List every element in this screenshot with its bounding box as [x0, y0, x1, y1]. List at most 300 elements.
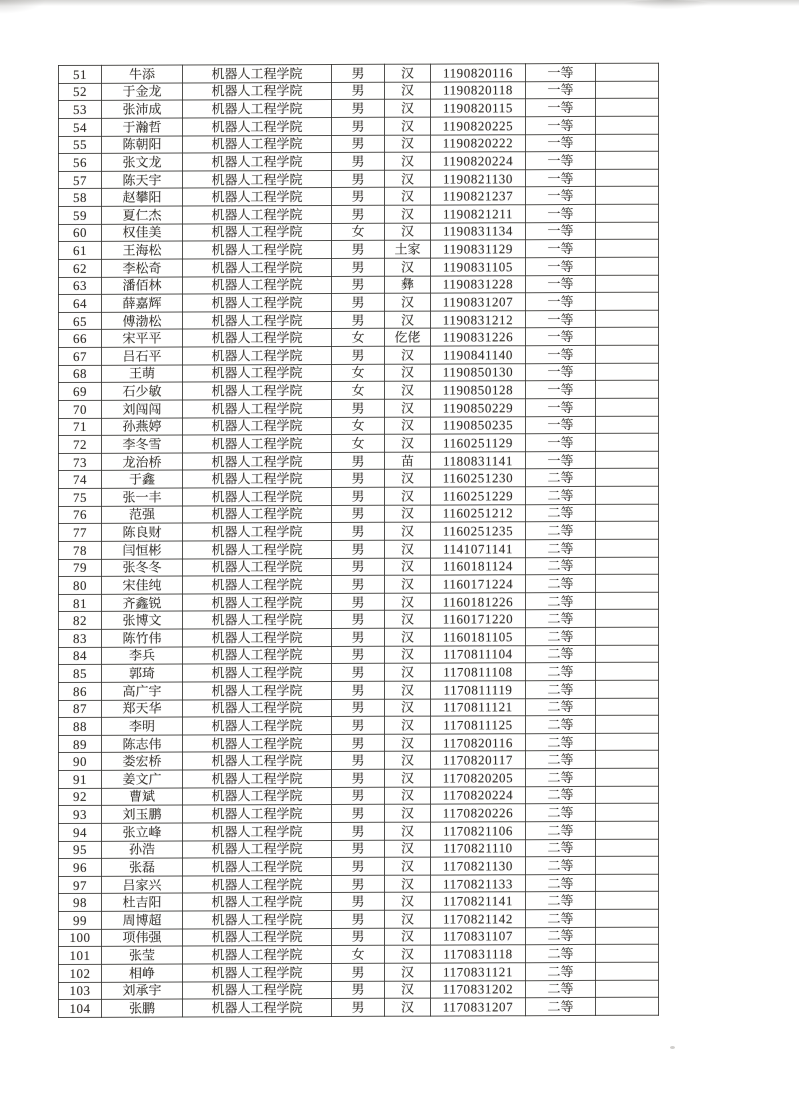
- cell-college: 机器人工程学院: [183, 611, 332, 629]
- cell-college: 机器人工程学院: [183, 875, 332, 893]
- cell-row-number: 91: [59, 770, 102, 788]
- cell-college: 机器人工程学院: [183, 858, 332, 876]
- cell-award-level: 二等: [526, 469, 596, 487]
- cell-name: 张鹏: [102, 999, 183, 1017]
- cell-college: 机器人工程学院: [183, 787, 332, 805]
- cell-gender: 男: [332, 135, 385, 153]
- cell-name: 张莹: [102, 946, 183, 964]
- cell-gender: 女: [332, 329, 385, 347]
- cell-name: 龙治桥: [102, 453, 183, 471]
- cell-student-id: 1170831207: [431, 998, 526, 1016]
- cell-blank: [596, 909, 659, 927]
- table-row: [59, 363, 659, 383]
- scan-corner-shade: [0, 0, 46, 14]
- cell-row-number: 55: [59, 136, 102, 154]
- cell-name: 赵攀阳: [102, 188, 183, 206]
- cell-blank: [596, 715, 659, 733]
- cell-name: 相峥: [102, 964, 183, 982]
- cell-student-id: 1190820222: [431, 134, 526, 152]
- cell-college: 机器人工程学院: [183, 205, 332, 223]
- cell-row-number: 77: [59, 524, 102, 542]
- cell-name: 闫恒彬: [102, 541, 183, 559]
- cell-gender: 男: [332, 152, 385, 170]
- cell-student-id: 1170821130: [431, 857, 526, 875]
- cell-blank: [596, 398, 659, 416]
- cell-student-id: 1170820116: [431, 733, 526, 751]
- cell-name: 齐鑫锐: [102, 594, 183, 612]
- table-row: [59, 610, 659, 630]
- cell-college: 机器人工程学院: [183, 963, 332, 981]
- cell-student-id: 1180831141: [431, 451, 526, 469]
- cell-ethnicity: 汉: [385, 575, 431, 593]
- cell-award-level: 二等: [526, 962, 596, 980]
- cell-student-id: 1190831129: [431, 240, 526, 258]
- table-row: [59, 310, 659, 330]
- table-row: [59, 574, 659, 594]
- cell-award-level: 二等: [526, 733, 596, 751]
- cell-gender: 男: [332, 240, 385, 258]
- table-row: [59, 169, 659, 189]
- cell-row-number: 96: [59, 858, 102, 876]
- cell-blank: [596, 662, 659, 680]
- cell-award-level: 一等: [526, 345, 596, 363]
- cell-ethnicity: 汉: [385, 82, 431, 100]
- cell-ethnicity: 汉: [385, 840, 431, 858]
- cell-blank: [596, 733, 659, 751]
- cell-gender: 男: [332, 893, 385, 911]
- cell-ethnicity: 汉: [385, 258, 431, 276]
- cell-student-id: 1190821211: [431, 205, 526, 223]
- cell-award-level: 二等: [526, 698, 596, 716]
- scan-stain: [622, 0, 712, 9]
- table-row: [59, 275, 659, 295]
- cell-student-id: 1190850235: [431, 416, 526, 434]
- cell-name: 傅渤松: [102, 312, 183, 330]
- cell-student-id: 1190850229: [431, 399, 526, 417]
- cell-award-level: 一等: [526, 293, 596, 311]
- cell-college: 机器人工程学院: [183, 681, 332, 699]
- cell-student-id: 1160171224: [431, 575, 526, 593]
- cell-gender: 男: [332, 399, 385, 417]
- cell-award-level: 二等: [526, 874, 596, 892]
- table-row: [59, 416, 659, 436]
- cell-blank: [596, 134, 659, 152]
- table-row: [59, 874, 659, 894]
- cell-student-id: 1190831134: [431, 222, 526, 240]
- cell-gender: 男: [332, 117, 385, 135]
- table-row: [59, 698, 659, 718]
- cell-award-level: 二等: [526, 909, 596, 927]
- cell-ethnicity: 汉: [385, 487, 431, 505]
- cell-award-level: 一等: [526, 381, 596, 399]
- cell-award-level: 一等: [526, 398, 596, 416]
- cell-student-id: 1190831105: [431, 258, 526, 276]
- cell-student-id: 1170821106: [431, 822, 526, 840]
- cell-gender: 男: [332, 928, 385, 946]
- cell-award-level: 二等: [526, 522, 596, 540]
- cell-name: 杜吉阳: [102, 893, 183, 911]
- cell-row-number: 85: [59, 665, 102, 683]
- cell-gender: 女: [332, 223, 385, 241]
- cell-name: 刘闯闯: [102, 400, 183, 418]
- cell-ethnicity: 汉: [385, 628, 431, 646]
- cell-blank: [596, 786, 659, 804]
- award-roster-table-wrap: [58, 63, 659, 1018]
- cell-gender: 男: [332, 910, 385, 928]
- cell-name: 宋平平: [102, 329, 183, 347]
- cell-award-level: 一等: [526, 152, 596, 170]
- cell-row-number: 56: [59, 153, 102, 171]
- cell-student-id: 1170831118: [431, 945, 526, 963]
- cell-ethnicity: 汉: [385, 381, 431, 399]
- cell-award-level: 二等: [526, 680, 596, 698]
- cell-award-level: 一等: [526, 204, 596, 222]
- cell-gender: 男: [332, 276, 385, 294]
- cell-ethnicity: 汉: [385, 610, 431, 628]
- cell-name: 夏仁杰: [102, 206, 183, 224]
- cell-blank: [596, 257, 659, 275]
- table-row: [59, 892, 659, 912]
- cell-award-level: 二等: [526, 575, 596, 593]
- cell-row-number: 54: [59, 118, 102, 136]
- cell-student-id: 1170811121: [431, 698, 526, 716]
- cell-gender: 男: [332, 593, 385, 611]
- cell-ethnicity: 汉: [385, 540, 431, 558]
- cell-gender: 男: [332, 734, 385, 752]
- cell-name: 薛嘉辉: [102, 294, 183, 312]
- cell-award-level: 二等: [526, 504, 596, 522]
- cell-college: 机器人工程学院: [183, 364, 332, 382]
- table-row: [59, 187, 659, 207]
- cell-award-level: 二等: [526, 610, 596, 628]
- cell-row-number: 79: [59, 559, 102, 577]
- cell-award-level: 一等: [526, 222, 596, 240]
- cell-gender: 男: [332, 611, 385, 629]
- cell-name: 姜文广: [102, 770, 183, 788]
- cell-ethnicity: 汉: [385, 417, 431, 435]
- cell-college: 机器人工程学院: [183, 664, 332, 682]
- cell-award-level: 一等: [526, 328, 596, 346]
- cell-row-number: 83: [59, 629, 102, 647]
- cell-gender: 男: [332, 575, 385, 593]
- cell-gender: 男: [332, 875, 385, 893]
- cell-name: 项伟强: [102, 929, 183, 947]
- cell-name: 吕家兴: [102, 876, 183, 894]
- cell-ethnicity: 汉: [385, 751, 431, 769]
- table-row: [59, 839, 659, 859]
- cell-award-level: 一等: [526, 451, 596, 469]
- cell-award-level: 一等: [526, 169, 596, 187]
- cell-student-id: 1170831202: [431, 980, 526, 998]
- cell-row-number: 78: [59, 541, 102, 559]
- cell-student-id: 1170821133: [431, 874, 526, 892]
- cell-college: 机器人工程学院: [183, 646, 332, 664]
- cell-ethnicity: 汉: [385, 152, 431, 170]
- cell-blank: [596, 768, 659, 786]
- cell-blank: [596, 81, 659, 99]
- cell-gender: 女: [332, 381, 385, 399]
- cell-row-number: 86: [59, 682, 102, 700]
- cell-blank: [596, 698, 659, 716]
- cell-row-number: 101: [59, 947, 102, 965]
- cell-row-number: 103: [59, 982, 102, 1000]
- cell-student-id: 1170820205: [431, 769, 526, 787]
- cell-ethnicity: 汉: [385, 875, 431, 893]
- cell-blank: [596, 292, 659, 310]
- cell-award-level: 二等: [526, 786, 596, 804]
- table-row: [59, 486, 659, 506]
- cell-name: 张文龙: [102, 153, 183, 171]
- cell-student-id: 1190821130: [431, 169, 526, 187]
- cell-name: 张一丰: [102, 488, 183, 506]
- cell-award-level: 一等: [526, 416, 596, 434]
- cell-college: 机器人工程学院: [183, 470, 332, 488]
- cell-college: 机器人工程学院: [183, 382, 332, 400]
- cell-award-level: 二等: [526, 486, 596, 504]
- cell-ethnicity: 汉: [385, 99, 431, 117]
- cell-college: 机器人工程学院: [183, 417, 332, 435]
- cell-award-level: 二等: [526, 998, 596, 1016]
- cell-ethnicity: 汉: [385, 205, 431, 223]
- cell-ethnicity: 汉: [385, 998, 431, 1016]
- cell-ethnicity: 汉: [385, 117, 431, 135]
- table-row: [59, 433, 659, 453]
- cell-row-number: 84: [59, 647, 102, 665]
- cell-award-level: 二等: [526, 645, 596, 663]
- cell-gender: 男: [332, 99, 385, 117]
- cell-student-id: 1170831107: [431, 927, 526, 945]
- cell-blank: [596, 310, 659, 328]
- cell-blank: [596, 892, 659, 910]
- cell-ethnicity: 汉: [385, 187, 431, 205]
- cell-ethnicity: 汉: [385, 663, 431, 681]
- cell-gender: 女: [332, 364, 385, 382]
- cell-award-level: 一等: [526, 99, 596, 117]
- cell-row-number: 61: [59, 242, 102, 260]
- cell-gender: 男: [332, 82, 385, 100]
- cell-blank: [596, 275, 659, 293]
- table-row: [59, 451, 659, 471]
- cell-college: 机器人工程学院: [183, 910, 332, 928]
- cell-row-number: 74: [59, 471, 102, 489]
- cell-college: 机器人工程学院: [183, 452, 332, 470]
- cell-student-id: 1170811108: [431, 663, 526, 681]
- cell-blank: [596, 239, 659, 257]
- cell-blank: [596, 610, 659, 628]
- cell-blank: [596, 98, 659, 116]
- cell-college: 机器人工程学院: [183, 294, 332, 312]
- cell-gender: 男: [332, 470, 385, 488]
- cell-award-level: 一等: [526, 240, 596, 258]
- cell-award-level: 二等: [526, 892, 596, 910]
- table-row: [59, 944, 659, 964]
- cell-row-number: 95: [59, 841, 102, 859]
- table-row: [59, 980, 659, 1000]
- cell-gender: 男: [332, 452, 385, 470]
- cell-name: 孙燕婷: [102, 418, 183, 436]
- cell-student-id: 1170831121: [431, 963, 526, 981]
- table-row: [59, 328, 659, 348]
- table-row: [59, 345, 659, 365]
- table-row: [59, 821, 659, 841]
- cell-student-id: 1190820115: [431, 99, 526, 117]
- table-row: [59, 81, 659, 101]
- cell-row-number: 52: [59, 83, 102, 101]
- cell-name: 高广宇: [102, 682, 183, 700]
- cell-student-id: 1190831226: [431, 328, 526, 346]
- cell-name: 陈竹伟: [102, 629, 183, 647]
- cell-row-number: 67: [59, 347, 102, 365]
- cell-gender: 男: [332, 663, 385, 681]
- cell-blank: [596, 416, 659, 434]
- cell-name: 张立峰: [102, 823, 183, 841]
- cell-blank: [596, 380, 659, 398]
- cell-award-level: 二等: [526, 716, 596, 734]
- cell-college: 机器人工程学院: [183, 540, 332, 558]
- cell-college: 机器人工程学院: [183, 487, 332, 505]
- cell-row-number: 58: [59, 189, 102, 207]
- cell-name: 王海松: [102, 241, 183, 259]
- cell-ethnicity: 汉: [385, 469, 431, 487]
- cell-blank: [596, 997, 659, 1015]
- cell-gender: 男: [332, 646, 385, 664]
- cell-name: 李明: [102, 717, 183, 735]
- cell-name: 曹斌: [102, 788, 183, 806]
- table-row: [59, 151, 659, 171]
- cell-award-level: 二等: [526, 945, 596, 963]
- table-row: [59, 504, 659, 524]
- cell-blank: [596, 169, 659, 187]
- cell-name: 孙浩: [102, 841, 183, 859]
- cell-student-id: 1190820118: [431, 81, 526, 99]
- cell-gender: 男: [332, 681, 385, 699]
- cell-name: 范强: [102, 506, 183, 524]
- cell-name: 潘佰林: [102, 277, 183, 295]
- cell-blank: [596, 803, 659, 821]
- cell-gender: 男: [332, 752, 385, 770]
- cell-award-level: 一等: [526, 63, 596, 81]
- cell-student-id: 1170820226: [431, 804, 526, 822]
- cell-gender: 男: [332, 258, 385, 276]
- cell-college: 机器人工程学院: [183, 717, 332, 735]
- cell-blank: [596, 469, 659, 487]
- cell-student-id: 1160251229: [431, 487, 526, 505]
- cell-name: 张冬冬: [102, 559, 183, 577]
- cell-college: 机器人工程学院: [183, 981, 332, 999]
- cell-blank: [596, 116, 659, 134]
- table-row: [59, 592, 659, 612]
- cell-row-number: 98: [59, 894, 102, 912]
- cell-row-number: 80: [59, 576, 102, 594]
- cell-name: 石少敏: [102, 382, 183, 400]
- cell-award-level: 一等: [526, 434, 596, 452]
- cell-name: 吕石平: [102, 347, 183, 365]
- cell-college: 机器人工程学院: [183, 893, 332, 911]
- cell-gender: 男: [332, 769, 385, 787]
- table-row: [59, 292, 659, 312]
- cell-student-id: 1160181105: [431, 628, 526, 646]
- cell-blank: [596, 504, 659, 522]
- cell-row-number: 87: [59, 700, 102, 718]
- table-row: [59, 239, 659, 259]
- cell-ethnicity: 汉: [385, 364, 431, 382]
- cell-blank: [596, 645, 659, 663]
- cell-award-level: 二等: [526, 557, 596, 575]
- cell-blank: [596, 204, 659, 222]
- cell-college: 机器人工程学院: [183, 822, 332, 840]
- cell-gender: 男: [332, 487, 385, 505]
- cell-gender: 男: [332, 857, 385, 875]
- cell-ethnicity: 汉: [385, 734, 431, 752]
- cell-name: 陈天宇: [102, 171, 183, 189]
- table-row: [59, 645, 659, 665]
- cell-name: 宋佳纯: [102, 576, 183, 594]
- cell-college: 机器人工程学院: [183, 999, 332, 1017]
- cell-name: 权佳美: [102, 224, 183, 242]
- cell-row-number: 82: [59, 612, 102, 630]
- cell-blank: [596, 944, 659, 962]
- cell-college: 机器人工程学院: [183, 223, 332, 241]
- cell-award-level: 二等: [526, 857, 596, 875]
- cell-gender: 男: [332, 981, 385, 999]
- cell-row-number: 71: [59, 418, 102, 436]
- cell-ethnicity: 汉: [385, 699, 431, 717]
- cell-row-number: 66: [59, 330, 102, 348]
- table-row: [59, 398, 659, 418]
- cell-row-number: 97: [59, 876, 102, 894]
- cell-student-id: 1190821237: [431, 187, 526, 205]
- cell-student-id: 1160251235: [431, 522, 526, 540]
- cell-gender: 女: [332, 417, 385, 435]
- cell-student-id: 1170811104: [431, 645, 526, 663]
- cell-gender: 男: [332, 963, 385, 981]
- cell-name: 陈良财: [102, 523, 183, 541]
- cell-college: 机器人工程学院: [183, 170, 332, 188]
- cell-ethnicity: 汉: [385, 716, 431, 734]
- cell-college: 机器人工程学院: [183, 593, 332, 611]
- cell-blank: [596, 574, 659, 592]
- cell-name: 陈志伟: [102, 735, 183, 753]
- cell-gender: 男: [332, 522, 385, 540]
- cell-name: 张博文: [102, 611, 183, 629]
- cell-blank: [596, 821, 659, 839]
- cell-ethnicity: 汉: [385, 681, 431, 699]
- cell-name: 于瀚哲: [102, 118, 183, 136]
- cell-name: 陈朝阳: [102, 136, 183, 154]
- cell-gender: 男: [332, 787, 385, 805]
- cell-student-id: 1170820117: [431, 751, 526, 769]
- cell-ethnicity: 汉: [385, 593, 431, 611]
- cell-gender: 男: [332, 699, 385, 717]
- cell-ethnicity: 汉: [385, 822, 431, 840]
- cell-blank: [596, 328, 659, 346]
- cell-student-id: 1160251129: [431, 434, 526, 452]
- cell-award-level: 一等: [526, 116, 596, 134]
- cell-student-id: 1160181124: [431, 557, 526, 575]
- cell-row-number: 51: [59, 65, 102, 83]
- cell-row-number: 63: [59, 277, 102, 295]
- cell-gender: 女: [332, 945, 385, 963]
- table-row: [59, 997, 659, 1017]
- cell-award-level: 二等: [526, 980, 596, 998]
- cell-blank: [596, 539, 659, 557]
- table-row: [59, 222, 659, 242]
- cell-name: 刘玉鹏: [102, 805, 183, 823]
- cell-row-number: 60: [59, 224, 102, 242]
- cell-ethnicity: 汉: [385, 170, 431, 188]
- table-row: [59, 521, 659, 541]
- cell-row-number: 68: [59, 365, 102, 383]
